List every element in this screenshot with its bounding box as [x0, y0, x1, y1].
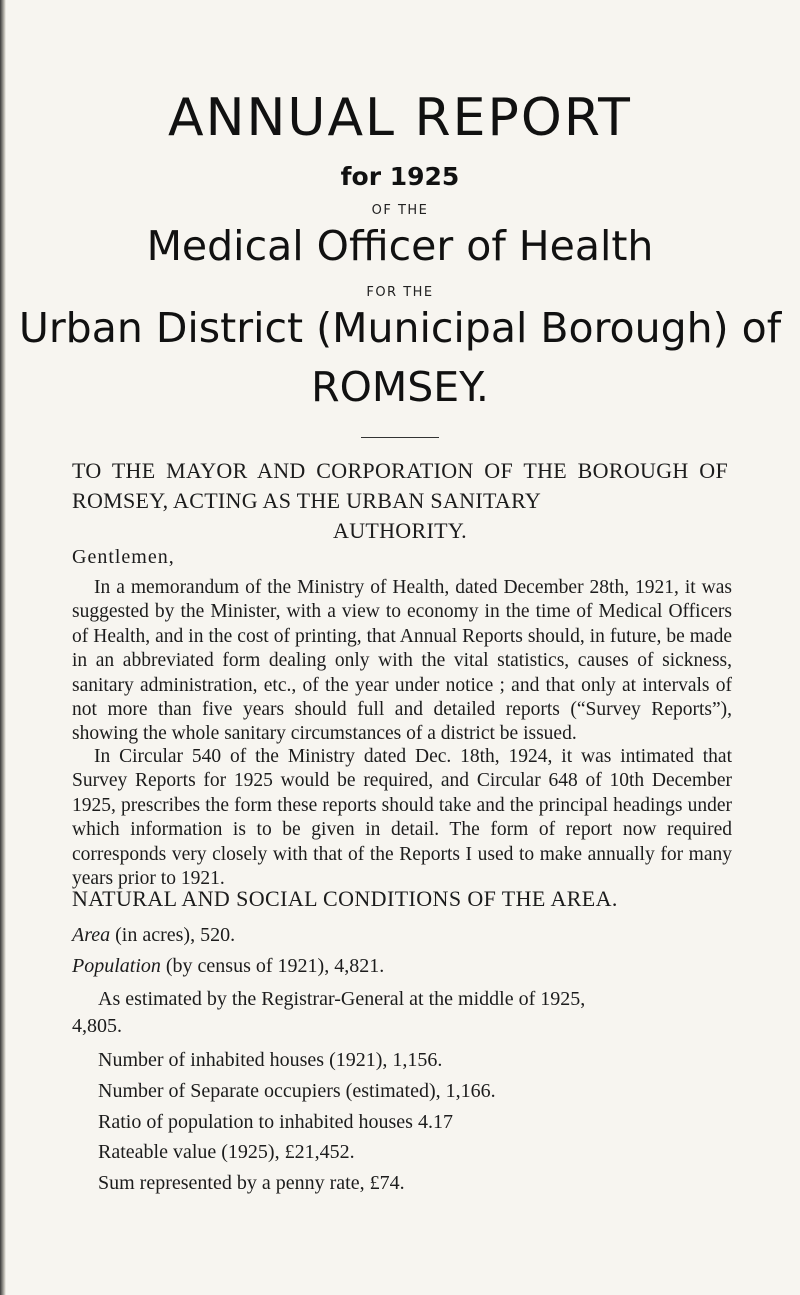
- of-the-caption: OF THE: [371, 203, 429, 218]
- stat-area: [72, 924, 235, 947]
- officer-title: Medical Officer of Health: [146, 222, 654, 270]
- paragraph-memorandum: In a memorandum of the Ministry of Health, dated December 28th, 1921, it was suggested by the Minister, with a view to economy in the time of Medical Officers of Health, and in the cost of printing, that Annual Reports should, in future, be made in an abbreviated form dealing only with the vital statistics, causes of sickness, sanitary administration, etc., of the year under notice ; and that only at intervals of not more than five years should full and detailed reports (“Survey Reports”), showing the whole sanitary circumstances of a district be issued.: [72, 577, 732, 745]
- stat-population: [72, 955, 384, 978]
- salutation: Gentlemen,: [72, 546, 175, 568]
- stat-separate-occupiers: Number of Separate occupiers (estimated), 1,166.: [98, 1080, 496, 1102]
- addressee-block: [72, 456, 728, 546]
- stat-rateable-value: Rateable value (1925), £21,452.: [98, 1141, 355, 1163]
- population-value: (by census of 1921), 4,821.: [160, 955, 385, 977]
- population-label: Population: [72, 955, 161, 977]
- stat-registrar-line: As estimated by the Registrar-General at the middle of 1925,: [98, 988, 586, 1010]
- district-title: Urban District (Municipal Borough) of: [18, 304, 782, 352]
- stat-registrar-value: 4,805.: [72, 1015, 122, 1037]
- stat-population-ratio: Ratio of population to inhabited houses 4.17: [98, 1111, 453, 1133]
- addressee-last-line: AUTHORITY.: [333, 518, 467, 543]
- area-value: (in acres), 520.: [110, 924, 236, 946]
- report-year: for 1925: [340, 162, 460, 191]
- stat-inhabited-houses: Number of inhabited houses (1921), 1,156.: [98, 1049, 443, 1071]
- section-heading-natural-conditions: NATURAL AND SOCIAL CONDITIONS OF THE AREA.: [72, 886, 618, 911]
- divider-rule: [361, 437, 439, 438]
- for-the-caption: FOR THE: [366, 285, 434, 300]
- report-title: ANNUAL REPORT: [168, 88, 632, 148]
- town-title: ROMSEY.: [311, 363, 489, 411]
- area-label: Area: [72, 924, 111, 946]
- stat-penny-rate: Sum represented by a penny rate, £74.: [98, 1172, 405, 1194]
- addressee-main: TO THE MAYOR AND CORPORATION OF THE BOROUGH OF ROMSEY, ACTING AS THE URBAN SANITARY: [72, 458, 728, 513]
- paragraph-circular: In Circular 540 of the Ministry dated Dec. 18th, 1924, it was intimated that Survey Reports for 1925 would be required, and Circular 648 of 10th December 1925, prescribes the form these reports should take and the principal headings under which information is to be given in detail. The form of report now required corresponds very closely with that of the Reports I used to make annually for many years prior to 1921.: [72, 746, 732, 890]
